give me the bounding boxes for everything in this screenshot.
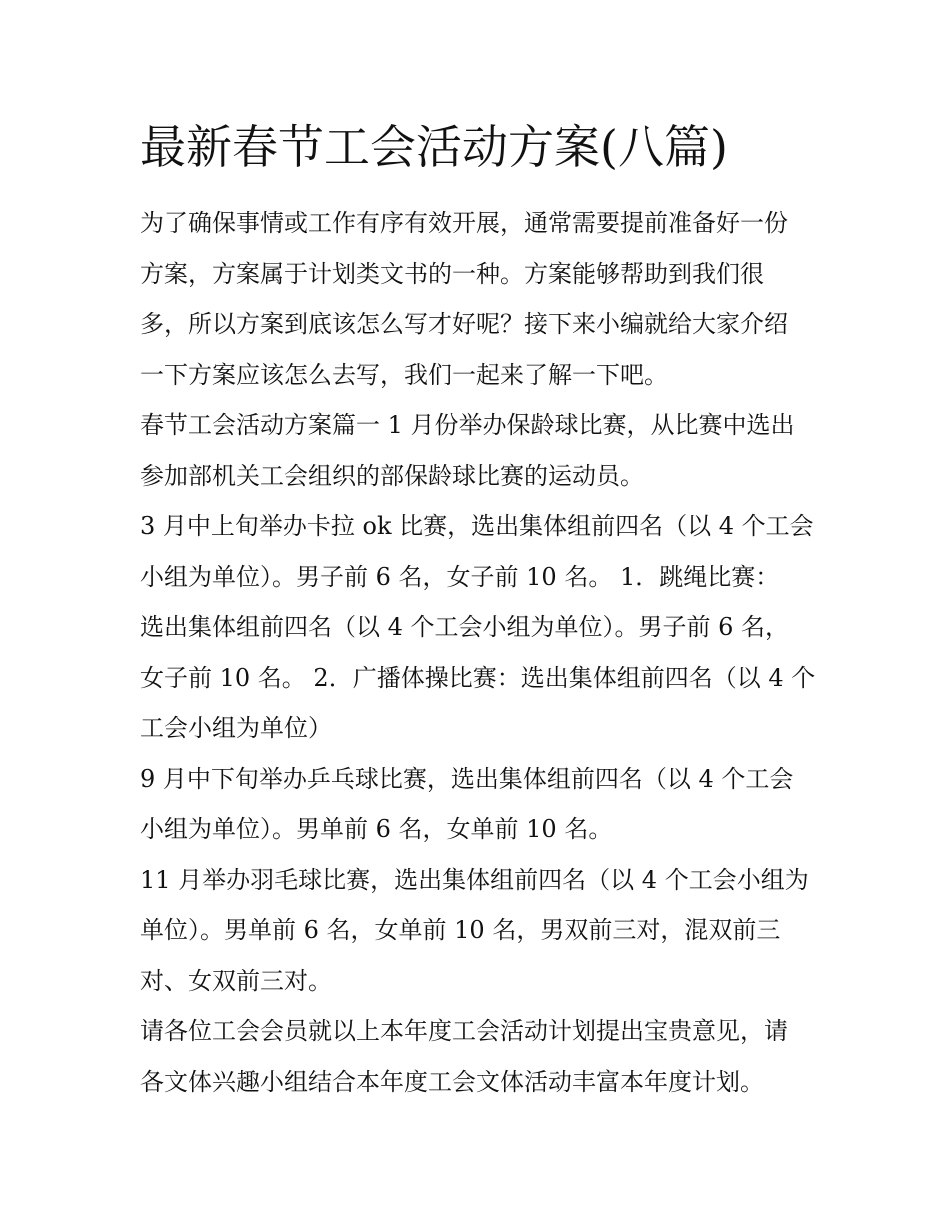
document-page [140,112,816,1107]
text-line: 多，所以方案到底该怎么写才好呢？接下来小编就给大家介绍 [140,310,788,338]
text-line: 女子前 10 名。 2．广播体操比赛：选出集体组前四名（以 4 个 [140,663,816,692]
text-line: 单位）。男单前 6 名，女单前 10 名，男双前三对，混双前三 [140,916,781,944]
badminton-paragraph [140,855,810,1007]
text-line: 一下方案应该怎么去写，我们一起来了解一下吧。 [140,360,668,389]
text-line: 11 月举办羽毛球比赛，选出集体组前四名（以 4 个工会小组为 [140,865,809,894]
text-line: 9 月中下旬举办乒乓球比赛，选出集体组前四名（以 4 个工会 [140,764,794,793]
intro-paragraph [140,198,810,400]
text-line: 为了确保事情或工作有序有效开展，通常需要提前准备好一份 [140,209,788,237]
text-line: 请各位工会会员就以上本年度工会活动计划提出宝贵意见，请 [140,1017,788,1045]
text-line: 小组为单位）。男单前 6 名，女单前 10 名。 [140,815,613,843]
text-line: 春节工会活动方案篇一 1 月份举办保龄球比赛，从比赛中选出 [140,411,795,439]
text-line: 各文体兴趣小组结合本年度工会文体活动丰富本年度计划。 [140,1067,764,1096]
text-line: 小组为单位）。男子前 6 名，女子前 10 名。 1．跳绳比赛： [140,562,780,591]
bowling-paragraph [140,400,810,501]
text-line: 工会小组为单位） [140,714,332,742]
text-line: 选出集体组前四名（以 4 个工会小组为单位）。男子前 6 名， [140,613,790,641]
text-line: 方案，方案属于计划类文书的一种。方案能够帮助到我们很 [140,259,764,288]
text-line: 3 月中上旬举办卡拉 ok 比赛，选出集体组前四名（以 4 个工会 [140,512,814,540]
text-line: 参加部机关工会组织的部保龄球比赛的运动员。 [140,461,644,490]
closing-paragraph [140,1006,810,1107]
table-tennis-paragraph [140,754,810,855]
document-title: 最新春节工会活动方案(八篇) [140,120,728,174]
text-line: 对、女双前三对。 [140,966,332,995]
karaoke-paragraph [140,501,816,754]
